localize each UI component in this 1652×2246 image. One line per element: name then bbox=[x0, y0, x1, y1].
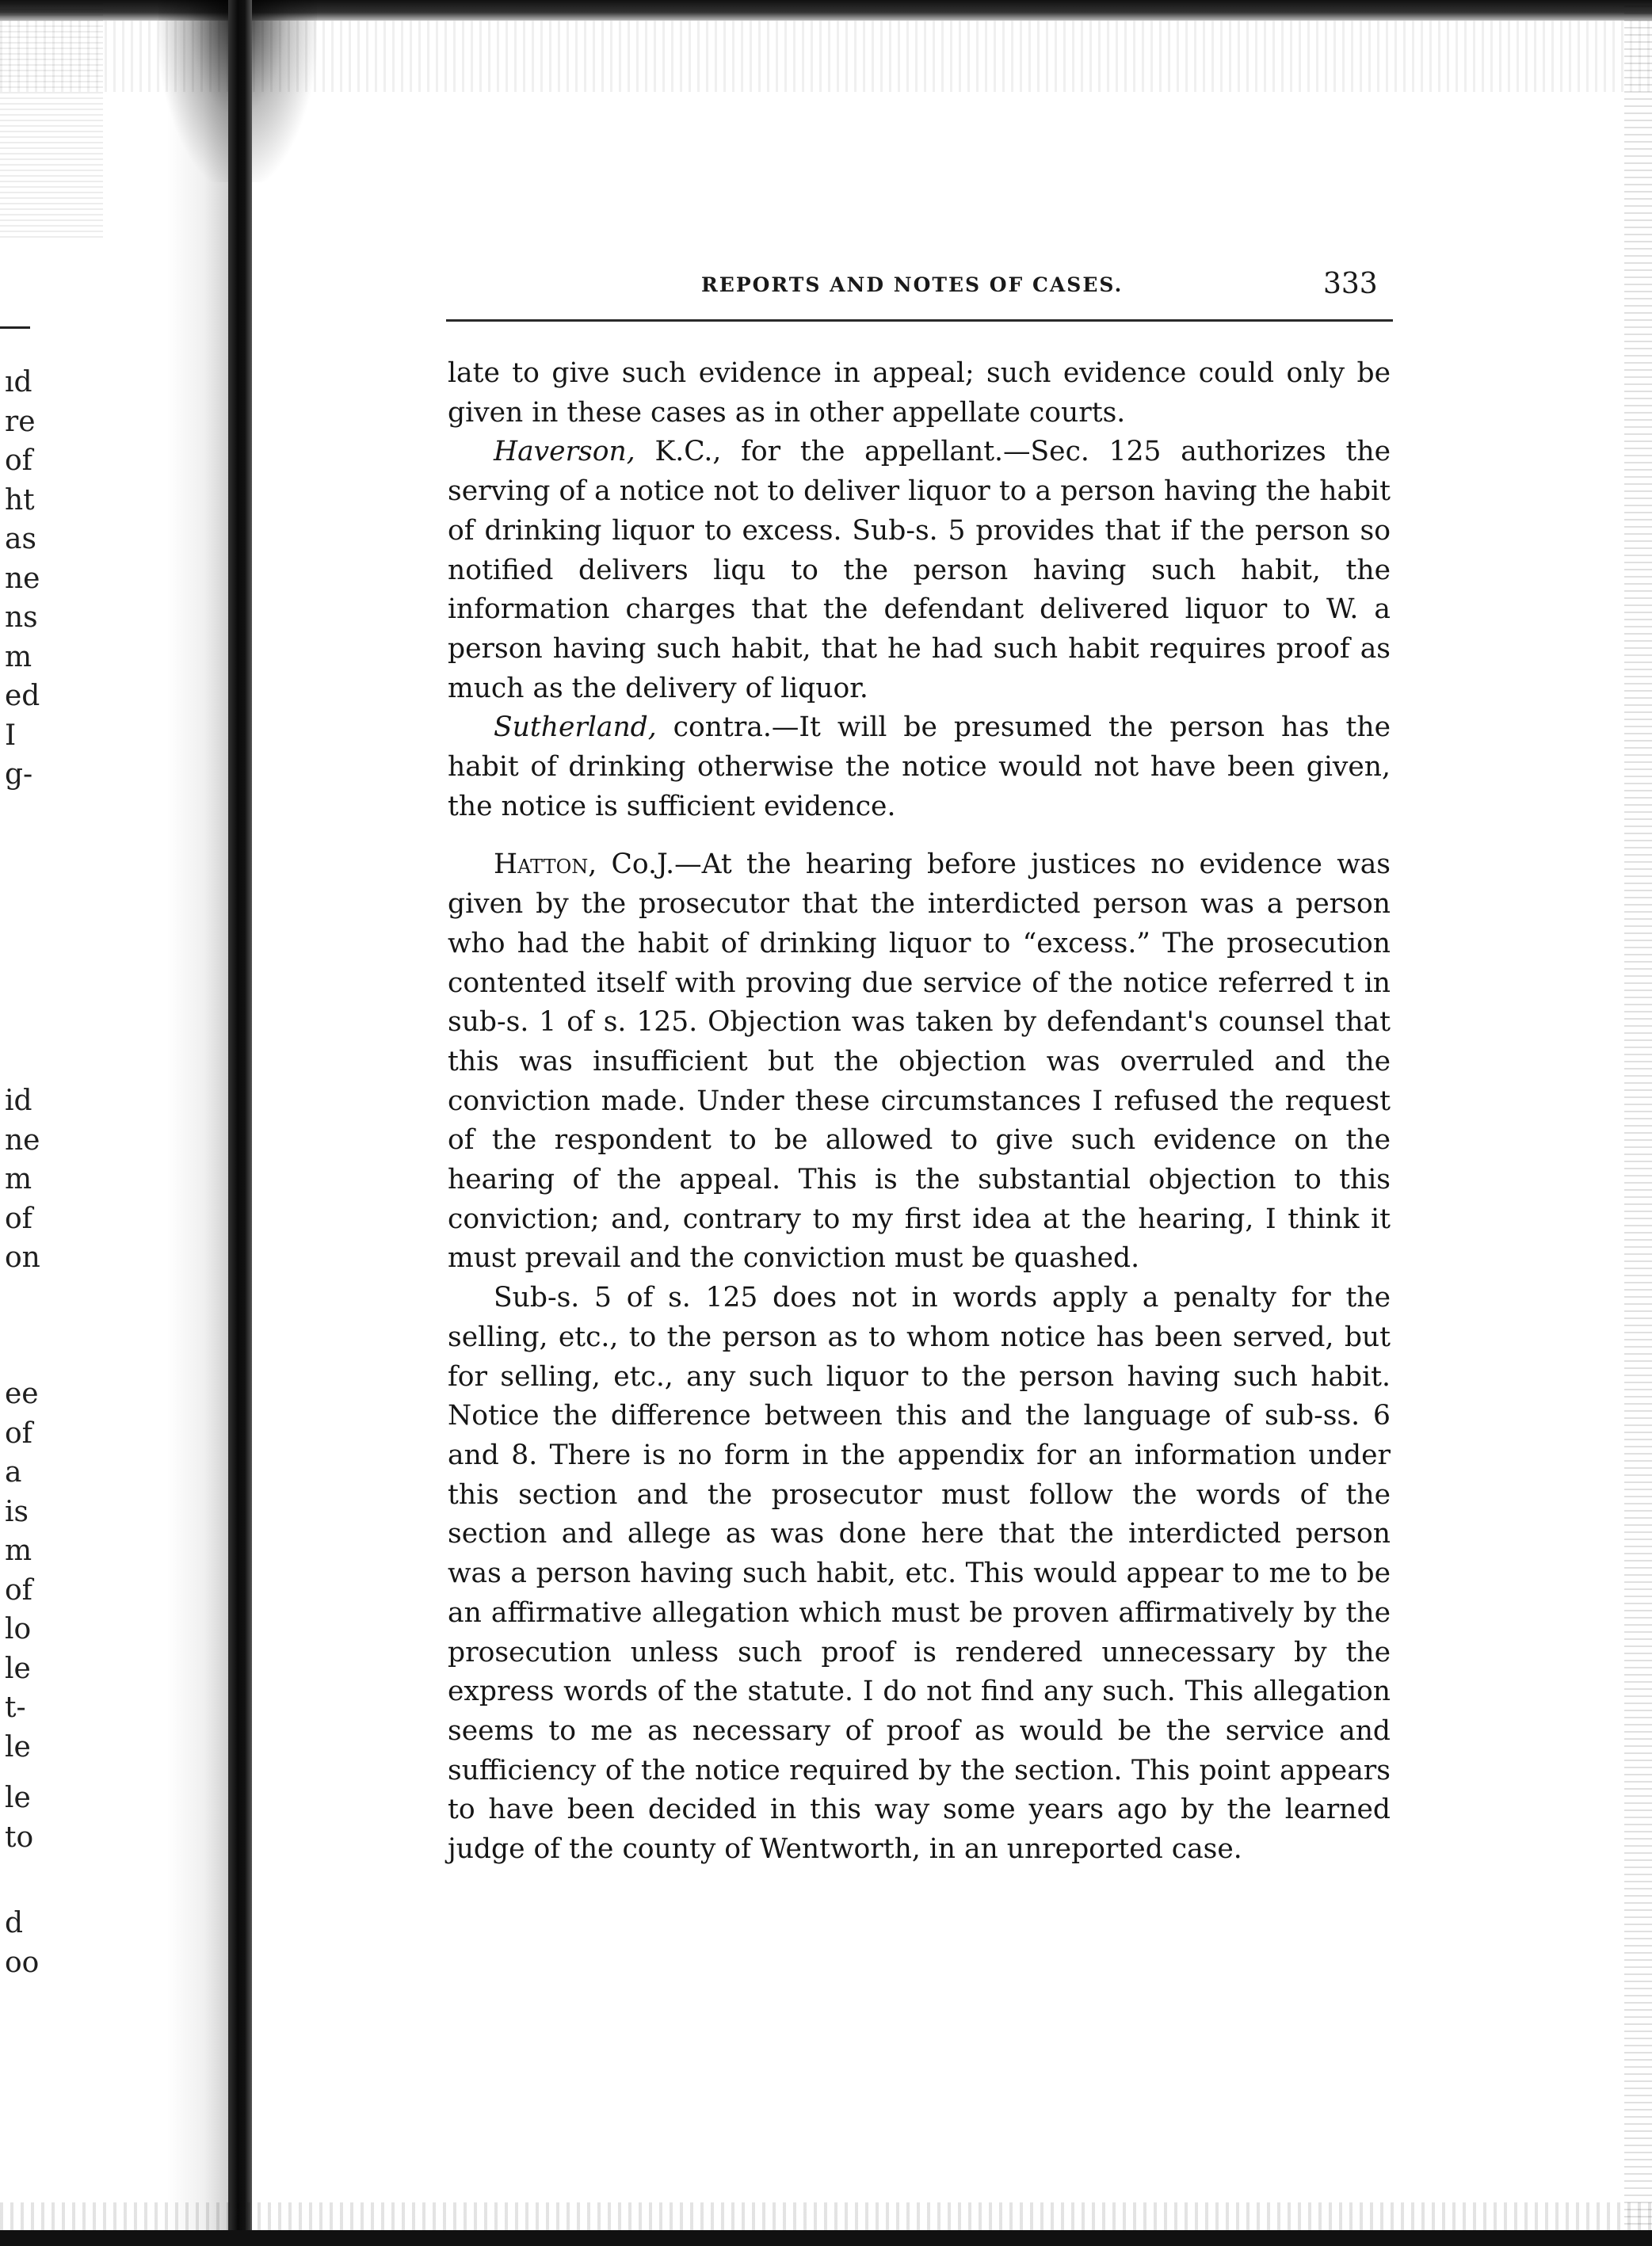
facing-page-fragments-4 bbox=[5, 1779, 76, 1857]
facing-page-rule bbox=[0, 326, 30, 329]
fragment-line: I bbox=[5, 719, 17, 752]
fragment-line: g- bbox=[5, 758, 33, 791]
paragraph-text: contra.—It will be presumed the person has the habit of drinking otherwise the notice would not have been given, the notice is sufficient evidence. bbox=[448, 711, 1391, 822]
fragment-line: ee bbox=[5, 1378, 39, 1410]
fragment-line: of bbox=[5, 444, 32, 477]
fragment-line: ed bbox=[5, 680, 40, 712]
scan-noise-right bbox=[1624, 0, 1652, 2246]
paragraph-text: K.C., for the appellant.—Sec. 125 authorizes the serving of a notice not to deliver liquor to a person having the habit of drinking liquor to excess. Sub-s. 5 provides that if the person so notified delivers liqu to the person having such habit, the information charges that the defendant delivered liquor to W. a person having such habit, that he had such habit requires proof as much as the delivery of liquor. bbox=[448, 436, 1391, 704]
scan-noise-left bbox=[0, 0, 103, 238]
fragment-line: on bbox=[5, 1241, 40, 1274]
facing-page-fragments-5 bbox=[5, 1904, 76, 1982]
scan-bottom-border bbox=[0, 2230, 1652, 2246]
fragment-line: m bbox=[5, 1535, 32, 1567]
fragment-line: ıd bbox=[5, 366, 32, 398]
fragment-line: ht bbox=[5, 483, 35, 517]
gutter-shadow bbox=[166, 0, 228, 2246]
fragment-line: as bbox=[5, 523, 36, 555]
fragment-line: m bbox=[5, 1163, 32, 1195]
fragment-line: ne bbox=[5, 1123, 40, 1157]
judge-name: Hatton, bbox=[494, 848, 597, 881]
fragment-line: lo bbox=[5, 1613, 32, 1645]
fragment-line: a bbox=[5, 1456, 22, 1489]
page-number: 333 bbox=[1323, 268, 1378, 300]
paragraph-text: Co.J.—At the hearing before justices no evidence was given by the prosecutor that the interdicted person was a person who had the habit of drinking liquor to “excess.” The prosecution contented itself with proving due service of the notice referred t in sub-s. 1 of s. 125. Objection was taken by defendant's counsel that this was insufficient but the objection was overruled and the conviction made. Under these circumstances I refused the request of the respondent to be allowed to give such evidence on the hearing of the appeal. This is the substantial objection to this conviction; and, contrary to my first idea at the hearing, I think it must prevail and the conviction must be quashed. bbox=[448, 848, 1391, 1275]
scan-noise-bottom bbox=[0, 2202, 1652, 2230]
paragraph-respondent-argument bbox=[448, 708, 1391, 826]
fragment-line: re bbox=[5, 405, 36, 438]
paragraph-judgment bbox=[448, 845, 1391, 1279]
fragment-line: of bbox=[5, 1573, 32, 1607]
fragment-line: le bbox=[5, 1782, 31, 1814]
fragment-line: oo bbox=[5, 1946, 40, 1979]
running-head: REPORTS AND NOTES OF CASES. bbox=[701, 273, 1124, 296]
fragment-line: to bbox=[5, 1821, 34, 1854]
fragment-line: t- bbox=[5, 1691, 26, 1724]
fragment-line: le bbox=[5, 1730, 31, 1764]
fragment-line: of bbox=[5, 1417, 32, 1450]
paragraph-continuation: late to give such evidence in appeal; such evidence could only be given in these cases as in other appellate courts. bbox=[448, 357, 1391, 429]
facing-page-fragments-1 bbox=[5, 363, 76, 795]
book-spine bbox=[228, 0, 252, 2246]
fragment-line: le bbox=[5, 1652, 31, 1685]
fragment-line: ns bbox=[5, 601, 38, 634]
counsel-name-appellant: Haverson, bbox=[494, 436, 635, 468]
fragment-line: d bbox=[5, 1907, 24, 1939]
fragment-line: id bbox=[5, 1085, 32, 1117]
body-text bbox=[448, 354, 1391, 1870]
fragment-line: is bbox=[5, 1495, 29, 1528]
paragraph-judgment-continued: Sub-s. 5 of s. 125 does not in words apply a penalty for the selling, etc., to the person as to whom notice has been served, but for selling, etc., any such liquor to the person having such habit. Notice the difference between this and the language of sub-ss. 6 and 8. There is no form in the appendix for an information under this section and the prosecutor must follow the words of the section and allege as was done here that the interdicted person was a person having such habit, etc. This would appear to me to be an affirmative allegation which must be proven affirmatively by the prosecution unless such proof is rendered unnecessary by the express words of the statute. I do not find any such. This allegation seems to me as necessary of proof as would be the service and sufficiency of the notice required by the section. This point appears to have been decided in this way some years ago by the learned judge of the county of Wentworth, in an unreported case. bbox=[448, 1282, 1391, 1866]
fragment-line: of bbox=[5, 1202, 32, 1235]
counsel-name-respondent: Sutherland, bbox=[494, 711, 657, 744]
paragraph-appellant-argument bbox=[448, 433, 1391, 708]
facing-page-fragments-2 bbox=[5, 1081, 76, 1278]
fragment-line: ne bbox=[5, 562, 40, 595]
fragment-line: m bbox=[5, 640, 32, 673]
header-rule bbox=[446, 319, 1393, 322]
facing-page-fragments-3 bbox=[5, 1375, 76, 1767]
